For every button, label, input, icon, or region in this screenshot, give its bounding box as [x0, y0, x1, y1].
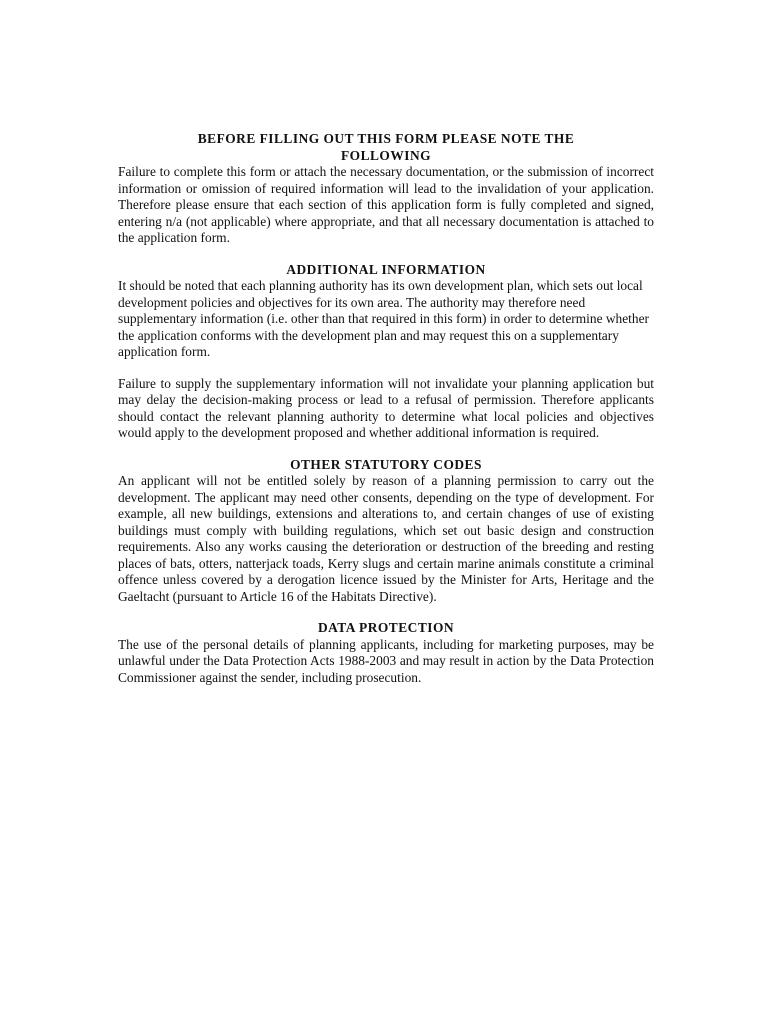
additional-information-paragraph-1: It should be noted that each planning authority has its own development plan, which sets out local development policies and objectives for its own area. The authority may therefore need supplementary information (i.e. other than that required in this form) in order to determine whether the application conforms with the development plan and may request this on a supplementary application form. — [118, 278, 649, 359]
spacer — [118, 247, 654, 262]
intro-heading: BEFORE FILLING OUT THIS FORM PLEASE NOTE THE FOLLOWING — [197, 131, 575, 163]
other-statutory-codes-heading: OTHER STATUTORY CODES — [290, 456, 482, 472]
data-protection-text: The use of the personal details of planning applicants, including for marketing purposes, may be unlawful under the Data Protection Acts 1988-2003 and may result in action by the Data Protection Commissioner against the sender, including prosecution. — [118, 636, 654, 685]
data-protection-section — [118, 620, 654, 686]
spacer — [118, 605, 654, 620]
additional-information-paragraph-2: Failure to supply the supplementary information will not invalidate your planning application but may delay the decision-making process or lead to a refusal of permission. Therefore applicants should contact the relevant planning authority to determine what local policies and objectives would apply to the development proposed and whether additional information is required. — [118, 375, 654, 440]
data-protection-heading: DATA PROTECTION — [317, 620, 455, 635]
spacer — [118, 361, 654, 376]
intro-section — [118, 131, 654, 247]
additional-information-heading: ADDITIONAL INFORMATION — [286, 261, 486, 277]
spacer — [118, 442, 654, 457]
other-statutory-codes-section — [118, 457, 654, 606]
additional-information-section — [118, 262, 654, 442]
other-statutory-codes-text: An applicant will not be entitled solely by reason of a planning permission to carry out the development. The applicant may need other consents, depending on the type of development. For example, all new buildings, extensions and alterations to, and certain changes of use of existing buildings must comply with building regulations, which set out basic design and construction requirements. Also any works causing the deterioration or destruction of the breeding and resting places of bats, otters, natterjack toads, Kerry slugs and certain marine animals constitute a criminal offence unless covered by a derogation licence issued by the Minister for Arts, Heritage and the Gaeltacht (pursuant to Article 16 of the Habitats Directive). — [118, 473, 654, 604]
intro-text: Failure to complete this form or attach the necessary documentation, or the submission of incorrect information or omission of required information will lead to the invalidation of your application. Therefore please ensure that each section of this application form is fully completed and signed, entering n/a (not applicable) where appropriate, and that all necessary documentation is attached to the application form. — [118, 164, 654, 245]
document-page — [118, 131, 654, 686]
